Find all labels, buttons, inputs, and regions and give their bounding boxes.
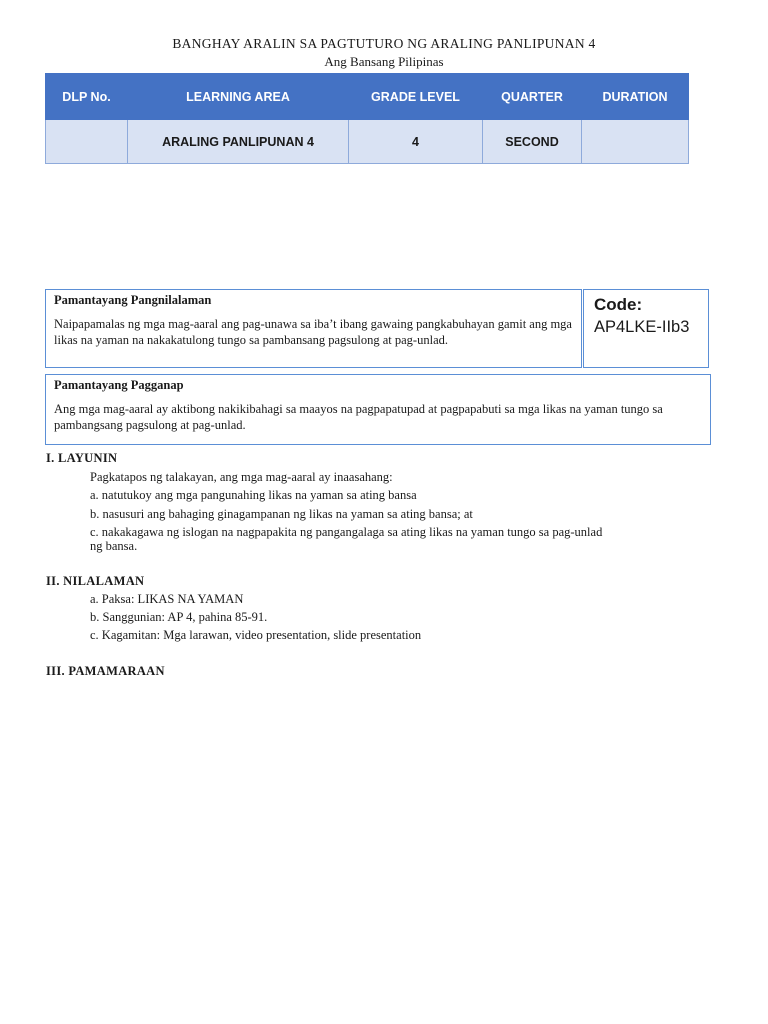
- info-table: [45, 73, 689, 164]
- content-item: b. Sanggunian: AP 4, pahina 85-91.: [90, 610, 268, 624]
- objective-item: a. natutukoy ang mga pangunahing likas na yaman sa ating bansa: [90, 488, 417, 502]
- objectives-heading: I. LAYUNIN: [46, 451, 118, 465]
- col-header-learning-area: LEARNING AREA: [128, 74, 349, 120]
- col-header-duration: DURATION: [582, 74, 689, 120]
- objective-item-continued: ng bansa.: [90, 539, 138, 553]
- code-label: Code:: [594, 295, 643, 314]
- objectives-intro: Pagkatapos ng talakayan, ang mga mag-aaral ay inaasahang:: [90, 470, 393, 484]
- cell-learning-area: ARALING PANLIPUNAN 4: [128, 120, 349, 164]
- content-standard-text: Naipapamalas ng mga mag-aaral ang pag-unawa sa iba’t ibang gawaing pangkabuhayan gamit ang mga likas na yaman na nakakatulong tungo sa pambansang pagsulong at pag-unlad.: [54, 317, 572, 347]
- performance-standard-text: Ang mga mag-aaral ay aktibong nakikibahagi sa maayos na pagpapatupad at pagpapabuti sa mga likas na yaman tungo sa pambangsang pagsulong at pag-unlad.: [54, 402, 663, 432]
- cell-quarter: SECOND: [483, 120, 582, 164]
- col-header-dlp-no: DLP No.: [46, 74, 128, 120]
- content-standard-heading: Pamantayang Pangnilalaman: [54, 293, 212, 307]
- procedure-heading: III. PAMAMARAAN: [46, 664, 165, 678]
- objective-item: c. nakakagawa ng islogan na nagpapakita ng pangangalaga sa ating likas na yaman tungo sa pag-unlad: [90, 525, 603, 539]
- performance-standard-box: [45, 374, 711, 445]
- objective-item: b. nasusuri ang bahaging ginagampanan ng likas na yaman sa ating bansa; at: [90, 507, 473, 521]
- col-header-quarter: QUARTER: [483, 74, 582, 120]
- content-standard-box: [45, 289, 582, 368]
- code-box: [583, 289, 709, 368]
- cell-dlp-no: [46, 120, 128, 164]
- info-table-header-row: [46, 74, 689, 120]
- cell-duration: [582, 120, 689, 164]
- document-title: BANGHAY ARALIN SA PAGTUTURO NG ARALING PANLIPUNAN 4: [172, 36, 596, 51]
- content-item: c. Kagamitan: Mga larawan, video presentation, slide presentation: [90, 628, 422, 642]
- col-header-grade-level: GRADE LEVEL: [349, 74, 483, 120]
- content-item: a. Paksa: LIKAS NA YAMAN: [90, 592, 244, 606]
- info-table-row: [46, 120, 689, 164]
- cell-grade-level: 4: [349, 120, 483, 164]
- content-heading: II. NILALAMAN: [46, 574, 145, 588]
- performance-standard-heading: Pamantayang Pagganap: [54, 378, 184, 392]
- code-value: AP4LKE-IIb3: [594, 318, 690, 336]
- document-subtitle: Ang Bansang Pilipinas: [324, 54, 444, 69]
